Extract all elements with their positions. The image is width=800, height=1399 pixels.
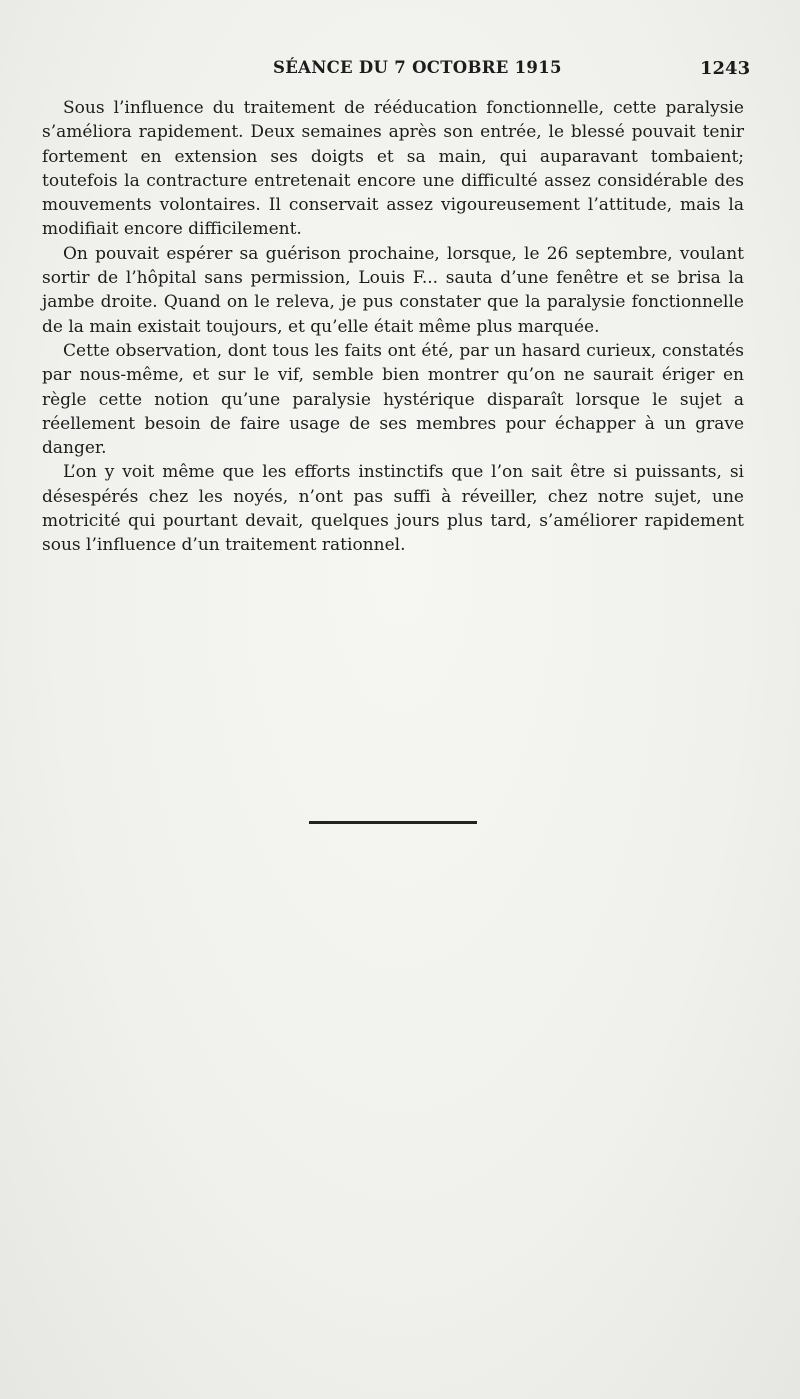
paragraph: Cette observation, dont tous les faits ont été, par un hasard curieux, constatés par nous-même, et sur le vif, semble bien montrer qu’on ne saurait ériger en règle cette notion qu’une paralysie hystérique disparaît lorsque le sujet a réellement besoin de faire usage de ses membres pour échapper à un grave danger. — [42, 340, 744, 459]
running-head — [0, 58, 800, 82]
running-title: SÉANCE DU 7 OCTOBRE 1915 — [273, 58, 562, 77]
paragraph: Sous l’influence du traitement de rééducation fonctionnelle, cette paralysie s’améliora rapidement. Deux semaines après son entrée, le blessé pouvait tenir fortement en extension ses doigts et sa main, qui auparavant tombaient; toutefois la contracture entretenait encore une difficulté assez considérable des mouvements volontaires. Il conservait assez vigoureusement l’attitude, mais la modifiait encore difficilement. — [42, 98, 744, 240]
body-text — [42, 96, 744, 558]
paragraph: On pouvait espérer sa guérison prochaine, lorsque, le 26 septembre, voulant sortir de l’hôpital sans permission, Louis F... sauta d’une fenêtre et se brisa la jambe droite. Quand on le releva, je pus constater que la paralysie fonctionnelle de la main existait toujours, et qu’elle était même plus marquée. — [42, 243, 744, 337]
paragraph: L’on y voit même que les efforts instinctifs que l’on sait être si puissants, si désespérés chez les noyés, n’ont pas suffi à réveiller, chez notre sujet, une motricité qui pourtant devait, quelques jours plus tard, s’améliorer rapidement sous l’influence d’un traitement rationnel. — [42, 462, 744, 556]
section-end-rule — [309, 821, 477, 824]
page-number: 1243 — [700, 58, 751, 79]
